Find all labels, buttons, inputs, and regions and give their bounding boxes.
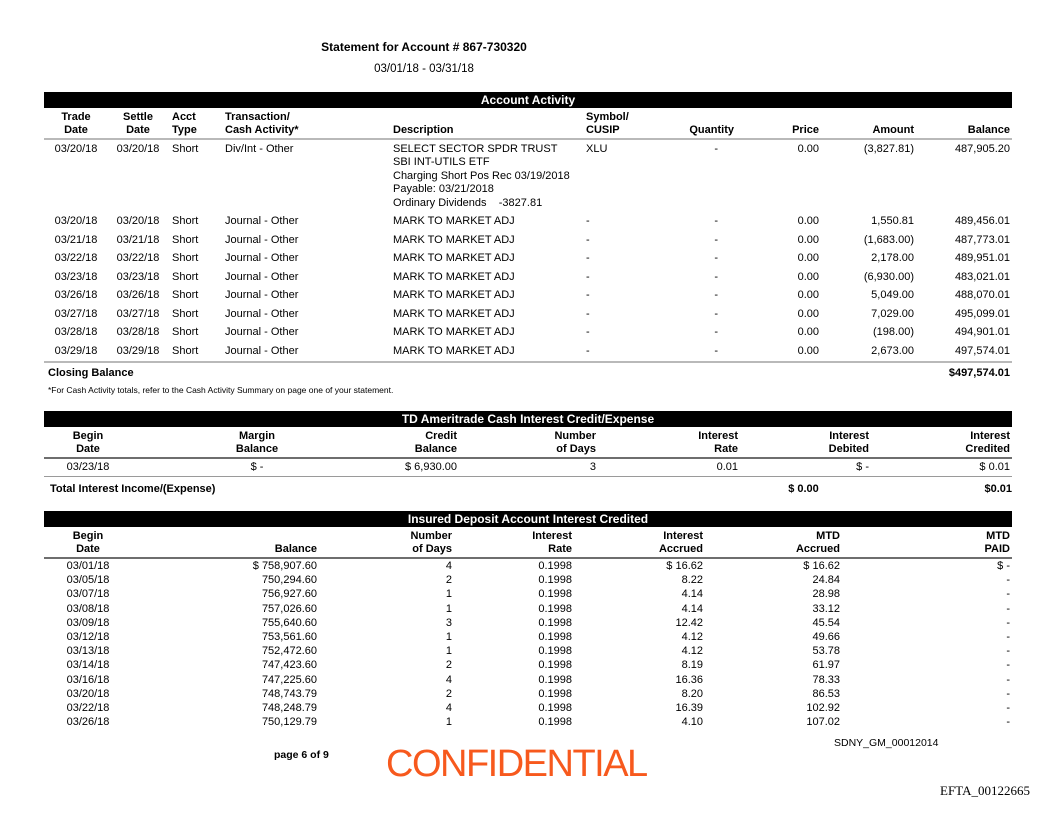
bates-number-efta: EFTA_00122665	[940, 783, 1030, 798]
col-header-transaction: Transaction/ Cash Activity*	[221, 110, 389, 139]
margin-balance-cell: $ -	[250, 461, 264, 473]
number-of-days-cell: 2	[445, 574, 452, 587]
description-cell: MARK TO MARKET ADJ	[393, 215, 515, 227]
transaction-cell: Journal - Other	[225, 233, 299, 246]
settle-date-cell: 03/20/18	[116, 215, 160, 227]
balance-cell: 494,901.01	[954, 326, 1010, 338]
balance-cell: 497,574.01	[954, 344, 1010, 357]
amount-cell: 2,178.00	[871, 252, 914, 264]
insured-deposit-table	[44, 529, 1012, 729]
cash-interest-table	[44, 429, 1012, 499]
price-cell: 0.00	[797, 252, 819, 264]
section-account-activity	[44, 92, 1012, 395]
amount-cell: (198.00)	[873, 326, 914, 338]
amount-cell: 2,673.00	[871, 344, 914, 357]
col-header-amount: Amount	[819, 110, 914, 139]
interest-accrued-cell: 4.14	[681, 602, 703, 615]
mtd-paid-cell: -	[1006, 588, 1010, 601]
account-activity-row	[44, 342, 1012, 361]
transaction-cell: Journal - Other	[225, 270, 299, 283]
quantity-cell: -	[714, 270, 718, 283]
begin-date-cell: 03/26/18	[66, 716, 110, 729]
mtd-accrued-cell: 53.78	[812, 645, 840, 658]
trade-date-cell: 03/21/18	[54, 233, 98, 246]
trade-date-cell: 03/27/18	[54, 307, 98, 320]
mtd-accrued-cell: 24.84	[812, 574, 840, 587]
document-header	[44, 40, 804, 75]
description-cell: MARK TO MARKET ADJ	[393, 289, 515, 301]
closing-balance-value: $497,574.01	[948, 366, 1010, 379]
balance-cell: 753,561.60	[261, 631, 317, 644]
interest-accrued-cell: 4.12	[681, 645, 703, 658]
bates-number-sdny: SDNY_GM_00012014	[834, 737, 939, 749]
interest-accrued-cell: 4.14	[681, 588, 703, 601]
account-activity-row	[44, 139, 1012, 213]
begin-date-cell: 03/13/18	[66, 645, 110, 658]
description-cell: SELECT SECTOR SPDR TRUST SBI INT-UTILS ETF Charging Short Pos Rec 03/19/2018 Payable: 03/21/2018 Ordinary Dividends -3827.81	[393, 142, 570, 209]
number-of-days-cell: 4	[445, 673, 452, 686]
description-cell: MARK TO MARKET ADJ	[393, 326, 515, 338]
balance-cell: 488,070.01	[954, 289, 1010, 301]
begin-date-cell: 03/12/18	[66, 631, 110, 644]
acct-type-cell: Short	[172, 233, 199, 246]
account-activity-row	[44, 287, 1012, 306]
begin-date-cell: 03/16/18	[66, 673, 110, 686]
mtd-accrued-cell: 78.33	[812, 673, 840, 686]
interest-debited-cell: $ -	[856, 461, 869, 473]
acct-type-cell: Short	[172, 215, 199, 227]
interest-accrued-cell: 8.19	[681, 659, 703, 672]
mtd-paid-cell: -	[1006, 602, 1010, 615]
mtd-accrued-cell: 28.98	[812, 588, 840, 601]
description-cell: MARK TO MARKET ADJ	[393, 307, 515, 320]
mtd-accrued-cell: 102.92	[806, 702, 840, 715]
cash-interest-header-row	[44, 429, 1012, 458]
number-of-days-cell: 2	[445, 659, 452, 672]
transaction-cell: Div/Int - Other	[225, 142, 294, 155]
col-header-credit-balance: Credit Balance	[382, 429, 457, 458]
settle-date-cell: 03/21/18	[116, 233, 160, 246]
mtd-accrued-cell: 86.53	[812, 687, 840, 700]
mtd-paid-cell: -	[1006, 645, 1010, 658]
interest-rate-cell: 0.1998	[538, 631, 572, 644]
mtd-paid-cell: -	[1006, 659, 1010, 672]
number-of-days-cell: 1	[445, 588, 452, 601]
insured-deposit-row	[44, 715, 1012, 729]
statement-title: Statement for Account # 867-730320	[321, 40, 527, 54]
insured-deposit-row	[44, 558, 1012, 573]
begin-date-cell: 03/08/18	[66, 602, 110, 615]
total-interest-label: Total Interest Income/(Expense)	[44, 477, 738, 500]
section-title-insured-deposit: Insured Deposit Account Interest Credited	[44, 511, 1012, 527]
insured-deposit-header-row	[44, 529, 1012, 558]
transaction-cell: Journal - Other	[225, 307, 299, 320]
balance-cell: 752,472.60	[261, 645, 317, 658]
transaction-cell: Journal - Other	[225, 326, 299, 338]
quantity-cell: -	[714, 344, 718, 357]
col-header-margin-balance: Margin Balance	[132, 429, 382, 458]
transaction-cell: Journal - Other	[225, 252, 299, 264]
balance-cell: 747,225.60	[261, 673, 317, 686]
col-header-begin-date: Begin Date	[44, 529, 132, 558]
amount-cell: 7,029.00	[871, 307, 914, 320]
insured-deposit-row	[44, 573, 1012, 587]
symbol-cell: -	[586, 270, 590, 283]
mtd-paid-cell: -	[1006, 702, 1010, 715]
section-title-account-activity: Account Activity	[44, 92, 1012, 108]
col-header-number-of-days: Number of Days	[317, 529, 452, 558]
trade-date-cell: 03/22/18	[54, 252, 98, 264]
account-activity-row	[44, 250, 1012, 269]
col-header-acct-type: Acct Type	[168, 110, 221, 139]
col-header-number-of-days: Number of Days	[457, 429, 596, 458]
cash-interest-row	[44, 458, 1012, 477]
cash-activity-footnote: *For Cash Activity totals, refer to the Cash Activity Summary on page one of your statement.	[48, 384, 394, 395]
number-of-days-cell: 3	[445, 616, 452, 629]
symbol-cell: -	[586, 289, 590, 301]
amount-cell: (6,930.00)	[863, 270, 914, 283]
mtd-paid-cell: -	[1006, 631, 1010, 644]
acct-type-cell: Short	[172, 142, 199, 155]
col-header-description: Description	[389, 110, 582, 139]
interest-accrued-cell: $ 16.62	[666, 560, 703, 572]
symbol-cell: -	[586, 307, 590, 320]
begin-date-cell: 03/01/18	[66, 560, 110, 572]
acct-type-cell: Short	[172, 289, 199, 301]
balance-cell: $ 758,907.60	[252, 560, 317, 572]
interest-accrued-cell: 4.10	[681, 716, 703, 729]
credit-balance-cell: $ 6,930.00	[405, 461, 457, 473]
symbol-cell: -	[586, 252, 590, 264]
balance-cell: 750,129.79	[261, 716, 317, 729]
trade-date-cell: 03/23/18	[54, 270, 98, 283]
interest-rate-cell: 0.1998	[538, 687, 572, 700]
begin-date-cell: 03/05/18	[66, 574, 110, 587]
col-header-balance: Balance	[132, 529, 317, 558]
trade-date-cell: 03/20/18	[54, 215, 98, 227]
interest-accrued-cell: 16.36	[675, 673, 703, 686]
number-of-days-cell: 4	[445, 702, 452, 715]
settle-date-cell: 03/23/18	[116, 270, 160, 283]
interest-credited-cell: $ 0.01	[979, 461, 1010, 473]
balance-cell: 487,773.01	[954, 233, 1010, 246]
account-activity-header-row	[44, 110, 1012, 139]
quantity-cell: -	[714, 252, 718, 264]
interest-rate-cell: 0.1998	[538, 602, 572, 615]
description-cell: MARK TO MARKET ADJ	[393, 233, 515, 246]
settle-date-cell: 03/20/18	[116, 142, 160, 155]
account-activity-row	[44, 305, 1012, 324]
col-header-symbol-cusip: Symbol/ CUSIP	[582, 110, 664, 139]
interest-accrued-cell: 12.42	[675, 616, 703, 629]
balance-cell: 489,456.01	[954, 215, 1010, 227]
transaction-cell: Journal - Other	[225, 215, 299, 227]
col-header-price: Price	[734, 110, 819, 139]
mtd-paid-cell: $ -	[997, 560, 1010, 572]
section-cash-interest	[44, 411, 1012, 499]
insured-deposit-row	[44, 701, 1012, 715]
interest-rate-cell: 0.01	[716, 461, 738, 473]
price-cell: 0.00	[797, 326, 819, 338]
price-cell: 0.00	[797, 142, 819, 155]
quantity-cell: -	[714, 215, 718, 227]
price-cell: 0.00	[797, 307, 819, 320]
interest-rate-cell: 0.1998	[538, 673, 572, 686]
insured-deposit-row	[44, 602, 1012, 616]
quantity-cell: -	[714, 289, 718, 301]
amount-cell: (3,827.81)	[863, 142, 914, 155]
balance-cell: 757,026.60	[261, 602, 317, 615]
begin-date-cell: 03/22/18	[66, 702, 110, 715]
acct-type-cell: Short	[172, 326, 199, 338]
number-of-days-cell: 3	[589, 461, 596, 473]
mtd-paid-cell: -	[1006, 687, 1010, 700]
col-header-interest-credited: Interest Credited	[869, 429, 1012, 458]
number-of-days-cell: 4	[445, 560, 452, 572]
symbol-cell: -	[586, 215, 590, 227]
mtd-paid-cell: -	[1006, 716, 1010, 729]
section-insured-deposit	[44, 511, 1012, 729]
number-of-days-cell: 1	[445, 602, 452, 615]
insured-deposit-row	[44, 687, 1012, 701]
balance-cell: 748,743.79	[261, 687, 317, 700]
mtd-accrued-cell: 33.12	[812, 602, 840, 615]
cash-interest-total-row	[44, 477, 1012, 500]
number-of-days-cell: 1	[445, 716, 452, 729]
balance-cell: 489,951.01	[954, 252, 1010, 264]
account-activity-row	[44, 268, 1012, 287]
insured-deposit-row	[44, 587, 1012, 601]
begin-date-cell: 03/14/18	[66, 659, 110, 672]
col-header-interest-debited: Interest Debited	[738, 429, 869, 458]
insured-deposit-row	[44, 630, 1012, 644]
col-header-begin-date: Begin Date	[44, 429, 132, 458]
interest-rate-cell: 0.1998	[538, 716, 572, 729]
insured-deposit-row	[44, 616, 1012, 630]
symbol-cell: -	[586, 344, 590, 357]
price-cell: 0.00	[797, 289, 819, 301]
number-of-days-cell: 2	[445, 687, 452, 700]
acct-type-cell: Short	[172, 344, 199, 357]
interest-rate-cell: 0.1998	[538, 560, 572, 572]
quantity-cell: -	[714, 233, 718, 246]
settle-date-cell: 03/26/18	[116, 289, 160, 301]
transaction-cell: Journal - Other	[225, 289, 299, 301]
price-cell: 0.00	[797, 215, 819, 227]
mtd-accrued-cell: 49.66	[812, 631, 840, 644]
balance-cell: 755,640.60	[261, 616, 317, 629]
interest-accrued-cell: 16.39	[675, 702, 703, 715]
quantity-cell: -	[714, 326, 718, 338]
col-header-mtd-accrued: MTD Accrued	[703, 529, 840, 558]
mtd-accrued-cell: $ 16.62	[803, 560, 840, 572]
col-header-settle-date: Settle Date	[108, 110, 168, 139]
description-cell: MARK TO MARKET ADJ	[393, 252, 515, 264]
balance-cell: 756,927.60	[261, 588, 317, 601]
interest-rate-cell: 0.1998	[538, 574, 572, 587]
col-header-interest-rate: Interest Rate	[452, 529, 572, 558]
insured-deposit-row	[44, 673, 1012, 687]
number-of-days-cell: 1	[445, 645, 452, 658]
col-header-interest-accrued: Interest Accrued	[572, 529, 703, 558]
col-header-interest-rate: Interest Rate	[596, 429, 738, 458]
total-interest-credited: $0.01	[869, 477, 1012, 500]
price-cell: 0.00	[797, 344, 819, 357]
transaction-cell: Journal - Other	[225, 344, 299, 357]
trade-date-cell: 03/20/18	[54, 142, 98, 155]
amount-cell: (1,683.00)	[863, 233, 914, 246]
mtd-paid-cell: -	[1006, 616, 1010, 629]
account-activity-row	[44, 324, 1012, 343]
price-cell: 0.00	[797, 233, 819, 246]
symbol-cell: XLU	[586, 142, 608, 155]
acct-type-cell: Short	[172, 307, 199, 320]
settle-date-cell: 03/22/18	[116, 252, 160, 264]
section-title-cash-interest: TD Ameritrade Cash Interest Credit/Expense	[44, 411, 1012, 427]
quantity-cell: -	[714, 307, 718, 320]
insured-deposit-row	[44, 644, 1012, 658]
confidential-stamp: CONFIDENTIAL	[386, 743, 647, 785]
mtd-paid-cell: -	[1006, 574, 1010, 587]
interest-rate-cell: 0.1998	[538, 616, 572, 629]
quantity-cell: -	[714, 142, 718, 155]
begin-date-cell: 03/20/18	[66, 687, 110, 700]
col-header-balance: Balance	[914, 110, 1012, 139]
closing-balance-row	[44, 361, 1012, 382]
mtd-paid-cell: -	[1006, 673, 1010, 686]
symbol-cell: -	[586, 233, 590, 246]
settle-date-cell: 03/29/18	[116, 344, 160, 357]
balance-cell: 748,248.79	[261, 702, 317, 715]
trade-date-cell: 03/26/18	[54, 289, 98, 301]
interest-accrued-cell: 8.20	[681, 687, 703, 700]
interest-accrued-cell: 4.12	[681, 631, 703, 644]
balance-cell: 747,423.60	[261, 659, 317, 672]
interest-rate-cell: 0.1998	[538, 645, 572, 658]
account-activity-table	[44, 110, 1012, 361]
number-of-days-cell: 1	[445, 631, 452, 644]
insured-deposit-row	[44, 658, 1012, 672]
balance-cell: 487,905.20	[954, 142, 1010, 155]
interest-rate-cell: 0.1998	[538, 659, 572, 672]
begin-date-cell: 03/09/18	[66, 616, 110, 629]
begin-date-cell: 03/07/18	[66, 588, 110, 601]
balance-cell: 750,294.60	[261, 574, 317, 587]
description-cell: MARK TO MARKET ADJ	[393, 344, 515, 357]
symbol-cell: -	[586, 326, 590, 338]
balance-cell: 495,099.01	[954, 307, 1010, 320]
closing-balance-label: Closing Balance	[48, 366, 134, 379]
interest-rate-cell: 0.1998	[538, 588, 572, 601]
description-cell: MARK TO MARKET ADJ	[393, 270, 515, 283]
account-activity-row	[44, 213, 1012, 232]
col-header-trade-date: Trade Date	[44, 110, 108, 139]
amount-cell: 1,550.81	[871, 215, 914, 227]
mtd-accrued-cell: 45.54	[812, 616, 840, 629]
settle-date-cell: 03/27/18	[116, 307, 160, 320]
statement-period: 03/01/18 - 03/31/18	[374, 63, 474, 75]
page-number-label: page 6 of 9	[274, 749, 329, 761]
interest-accrued-cell: 8.22	[681, 574, 703, 587]
col-header-mtd-paid: MTD PAID	[840, 529, 1012, 558]
trade-date-cell: 03/28/18	[54, 326, 98, 338]
begin-date-cell: 03/23/18	[66, 461, 110, 473]
interest-rate-cell: 0.1998	[538, 702, 572, 715]
trade-date-cell: 03/29/18	[54, 344, 98, 357]
settle-date-cell: 03/28/18	[116, 326, 160, 338]
mtd-accrued-cell: 107.02	[806, 716, 840, 729]
col-header-quantity: Quantity	[664, 110, 734, 139]
price-cell: 0.00	[797, 270, 819, 283]
mtd-accrued-cell: 61.97	[812, 659, 840, 672]
total-interest-debited: $ 0.00	[738, 477, 869, 500]
acct-type-cell: Short	[172, 270, 199, 283]
amount-cell: 5,049.00	[871, 289, 914, 301]
acct-type-cell: Short	[172, 252, 199, 264]
balance-cell: 483,021.01	[954, 270, 1010, 283]
account-activity-row	[44, 231, 1012, 250]
